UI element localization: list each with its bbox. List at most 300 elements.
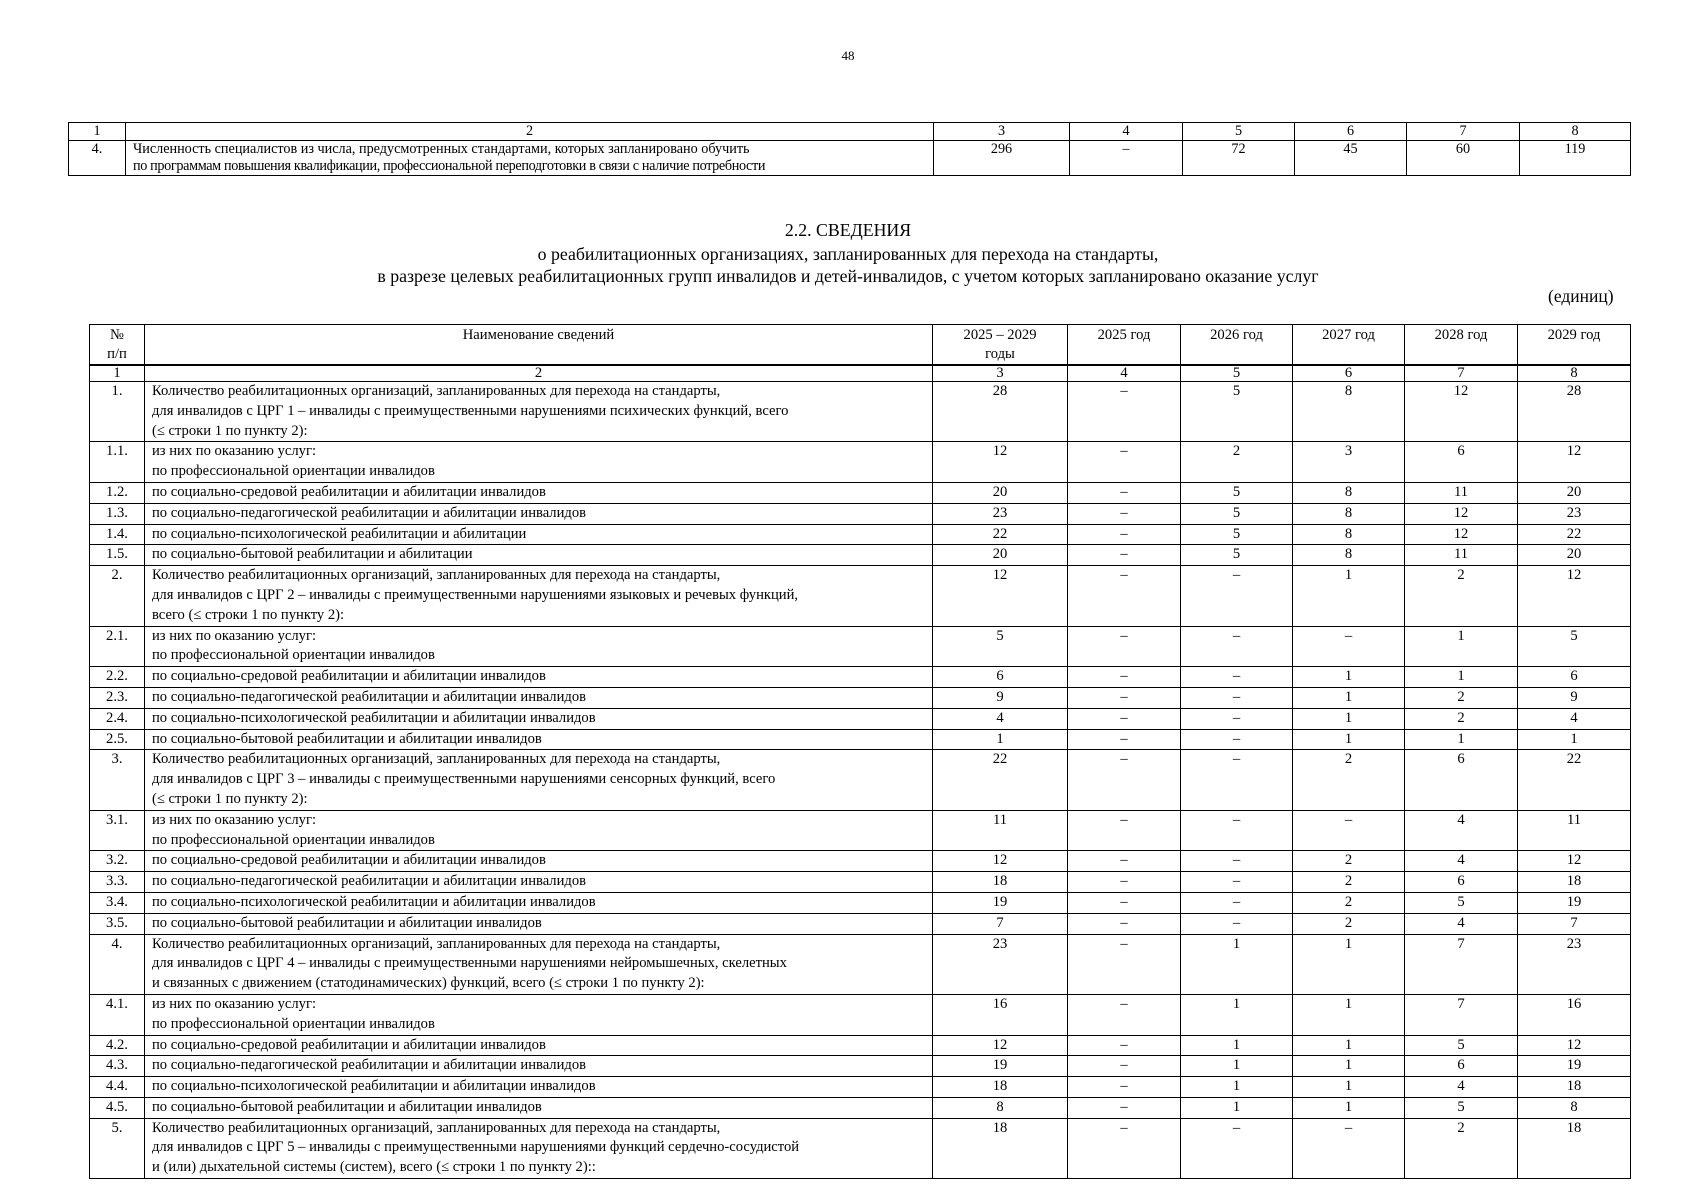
row-description-line: по социально-бытовой реабилитации и абилитации инвалидов xyxy=(152,1098,542,1115)
value-cell: – xyxy=(1070,140,1183,175)
row-description-line: из них по оказанию услуг: xyxy=(152,995,316,1012)
row-description-line: по профессиональной ориентации инвалидов xyxy=(152,831,435,848)
row-number: 4. xyxy=(90,934,145,994)
row-number: 4.2. xyxy=(90,1035,145,1056)
value-cell: 19 xyxy=(933,1056,1068,1077)
value-cell: 28 xyxy=(1518,382,1631,442)
header-num-line: п/п xyxy=(107,346,127,362)
value-cell: 12 xyxy=(1518,442,1631,483)
value-cell: 5 xyxy=(1405,1097,1518,1118)
value-cell: – xyxy=(1181,810,1293,851)
value-cell: 4 xyxy=(1405,810,1518,851)
row-number: 1.2. xyxy=(90,482,145,503)
col-number: 1 xyxy=(90,365,145,382)
row-number: 4.5. xyxy=(90,1097,145,1118)
value-cell: – xyxy=(1068,524,1181,545)
value-cell: 6 xyxy=(1405,872,1518,893)
row-description-line: всего (≤ строки 1 по пункту 2): xyxy=(152,606,345,623)
header-total xyxy=(933,325,1068,366)
value-cell: 2 xyxy=(1293,851,1405,872)
row-description xyxy=(145,750,933,810)
table-row xyxy=(90,503,1631,524)
value-cell: 18 xyxy=(1518,872,1631,893)
value-cell: – xyxy=(1293,810,1405,851)
value-cell: 1 xyxy=(1181,1077,1293,1098)
value-cell: 1 xyxy=(1293,1035,1405,1056)
row-description-line: для инвалидов с ЦРГ 4 – инвалиды с преимущественными нарушениями нейромышечных, скелетных xyxy=(152,955,787,972)
row-number: 2.4. xyxy=(90,708,145,729)
value-cell: 4 xyxy=(1405,913,1518,934)
table-row xyxy=(90,545,1631,566)
row-number: 2.3. xyxy=(90,687,145,708)
value-cell: – xyxy=(1068,503,1181,524)
value-cell: 12 xyxy=(1405,382,1518,442)
value-cell: 2 xyxy=(1405,687,1518,708)
value-cell: – xyxy=(1181,892,1293,913)
value-cell: 7 xyxy=(1405,994,1518,1035)
value-cell: 12 xyxy=(1518,1035,1631,1056)
row-description xyxy=(145,626,933,667)
row-number: 2.5. xyxy=(90,729,145,750)
table-row xyxy=(90,810,1631,851)
col-number: 8 xyxy=(1518,365,1631,382)
top-table xyxy=(68,122,1631,176)
value-cell: 20 xyxy=(933,545,1068,566)
value-cell: – xyxy=(1181,667,1293,688)
col-number: 7 xyxy=(1407,123,1520,141)
value-cell: – xyxy=(1068,687,1181,708)
value-cell: – xyxy=(1293,1118,1405,1178)
row-number: 1. xyxy=(90,382,145,442)
value-cell: – xyxy=(1068,566,1181,626)
row-description-line: по профессиональной ориентации инвалидов xyxy=(152,463,435,480)
value-cell: 4 xyxy=(1405,851,1518,872)
value-cell: 6 xyxy=(1518,667,1631,688)
value-cell: 23 xyxy=(933,503,1068,524)
value-cell: – xyxy=(1068,1077,1181,1098)
header-total-line: годы xyxy=(985,346,1015,362)
value-cell: – xyxy=(1181,913,1293,934)
value-cell: 4 xyxy=(1405,1077,1518,1098)
row-number: 2. xyxy=(90,566,145,626)
row-description-line: Численность специалистов из числа, предусмотренных стандартами, которых запланировано обучить xyxy=(133,140,750,157)
value-cell: 9 xyxy=(933,687,1068,708)
row-number: 1.3. xyxy=(90,503,145,524)
table-row xyxy=(90,750,1631,810)
value-cell: 2 xyxy=(1293,913,1405,934)
row-number: 1.1. xyxy=(90,442,145,483)
value-cell: 19 xyxy=(1518,1056,1631,1077)
value-cell: 7 xyxy=(933,913,1068,934)
value-cell: 1 xyxy=(1518,729,1631,750)
value-cell: 4 xyxy=(933,708,1068,729)
value-cell: 19 xyxy=(1518,892,1631,913)
value-cell: 6 xyxy=(933,667,1068,688)
row-description xyxy=(145,1056,933,1077)
value-cell: – xyxy=(1068,750,1181,810)
row-description xyxy=(145,851,933,872)
value-cell: – xyxy=(1068,1118,1181,1178)
table-row xyxy=(90,1035,1631,1056)
value-cell: 12 xyxy=(1405,503,1518,524)
col-number: 5 xyxy=(1183,123,1295,141)
row-description-line: по социально-психологической реабилитации и абилитации инвалидов xyxy=(152,1078,596,1095)
value-cell: 1 xyxy=(1293,1077,1405,1098)
value-cell: 1 xyxy=(1181,934,1293,994)
value-cell: 5 xyxy=(933,626,1068,667)
value-cell: 45 xyxy=(1295,140,1407,175)
value-cell: 2 xyxy=(1293,750,1405,810)
value-cell: 1 xyxy=(1405,729,1518,750)
value-cell: 18 xyxy=(1518,1077,1631,1098)
table-row xyxy=(90,626,1631,667)
table-row xyxy=(90,1056,1631,1077)
row-description-line: для инвалидов с ЦРГ 5 – инвалиды с преимущественными нарушениями функций сердечно-сосудистой xyxy=(152,1139,800,1156)
value-cell: 1 xyxy=(933,729,1068,750)
value-cell: 28 xyxy=(933,382,1068,442)
row-description xyxy=(145,1035,933,1056)
value-cell: 5 xyxy=(1181,482,1293,503)
header-num xyxy=(90,325,145,366)
table-row xyxy=(90,729,1631,750)
value-cell: – xyxy=(1068,994,1181,1035)
value-cell: 1 xyxy=(1293,708,1405,729)
table-row xyxy=(90,524,1631,545)
value-cell: 1 xyxy=(1293,687,1405,708)
row-description xyxy=(145,1077,933,1098)
row-number: 5. xyxy=(90,1118,145,1178)
row-number: 4.1. xyxy=(90,994,145,1035)
row-description xyxy=(145,934,933,994)
page-number: 48 xyxy=(841,48,855,63)
row-number: 3.5. xyxy=(90,913,145,934)
row-number: 3. xyxy=(90,750,145,810)
col-number: 5 xyxy=(1181,365,1293,382)
row-description-line: по социально-средовой реабилитации и абилитации инвалидов xyxy=(152,668,546,685)
table-row xyxy=(90,482,1631,503)
table-row xyxy=(90,667,1631,688)
header-year-2025: 2025 год xyxy=(1068,325,1181,366)
value-cell: 11 xyxy=(1405,545,1518,566)
row-description xyxy=(145,524,933,545)
row-description xyxy=(145,382,933,442)
header-year-2027: 2027 год xyxy=(1293,325,1405,366)
row-description-line: по социально-педагогической реабилитации и абилитации инвалидов xyxy=(152,873,587,890)
value-cell: 8 xyxy=(1518,1097,1631,1118)
table-row xyxy=(90,872,1631,893)
value-cell: 22 xyxy=(933,524,1068,545)
col-number: 6 xyxy=(1293,365,1405,382)
value-cell: 18 xyxy=(1518,1118,1631,1178)
value-cell: 12 xyxy=(933,851,1068,872)
table-row xyxy=(90,382,1631,442)
col-number: 2 xyxy=(126,123,934,141)
value-cell: 2 xyxy=(1405,566,1518,626)
row-description-line: для инвалидов с ЦРГ 1 – инвалиды с преимущественными нарушениями психических функций, всего xyxy=(152,402,789,419)
value-cell: 5 xyxy=(1181,545,1293,566)
row-description xyxy=(145,810,933,851)
row-description-line: из них по оказанию услуг: xyxy=(152,627,316,644)
value-cell: 16 xyxy=(933,994,1068,1035)
row-description xyxy=(145,482,933,503)
value-cell: 22 xyxy=(1518,750,1631,810)
row-description-line: по социально-средовой реабилитации и абилитации инвалидов xyxy=(152,1036,546,1053)
value-cell: 1 xyxy=(1293,1097,1405,1118)
table-row xyxy=(90,851,1631,872)
table-row xyxy=(90,708,1631,729)
value-cell: 2 xyxy=(1293,872,1405,893)
row-description-line: по социально-средовой реабилитации и абилитации инвалидов xyxy=(152,483,546,500)
value-cell: 5 xyxy=(1181,524,1293,545)
row-description-line: по программам повышения квалификации, профессиональной переподготовки в связи с наличие потребности xyxy=(133,157,766,174)
header-year-2028: 2028 год xyxy=(1405,325,1518,366)
value-cell: – xyxy=(1068,1035,1181,1056)
value-cell: – xyxy=(1181,1118,1293,1178)
value-cell: 11 xyxy=(1518,810,1631,851)
value-cell: 2 xyxy=(1293,892,1405,913)
value-cell: – xyxy=(1068,913,1181,934)
row-number: 4.4. xyxy=(90,1077,145,1098)
table-row xyxy=(90,1118,1631,1178)
value-cell: – xyxy=(1181,851,1293,872)
row-description-line: (≤ строки 1 по пункту 2): xyxy=(152,422,308,439)
value-cell: 3 xyxy=(1293,442,1405,483)
header-year-2026: 2026 год xyxy=(1181,325,1293,366)
value-cell: 5 xyxy=(1181,382,1293,442)
value-cell: 22 xyxy=(933,750,1068,810)
row-description xyxy=(145,913,933,934)
value-cell: 22 xyxy=(1518,524,1631,545)
row-description xyxy=(145,442,933,483)
value-cell: 18 xyxy=(933,1077,1068,1098)
value-cell: – xyxy=(1068,1097,1181,1118)
value-cell: – xyxy=(1068,482,1181,503)
row-description xyxy=(145,1097,933,1118)
value-cell: 11 xyxy=(933,810,1068,851)
value-cell: 72 xyxy=(1183,140,1295,175)
row-number: 2.2. xyxy=(90,667,145,688)
row-description-line: для инвалидов с ЦРГ 2 – инвалиды с преимущественными нарушениями языковых и речевых функций, xyxy=(152,586,799,603)
table-row xyxy=(90,1097,1631,1118)
value-cell: 2 xyxy=(1405,708,1518,729)
value-cell: – xyxy=(1068,851,1181,872)
col-number: 2 xyxy=(145,365,933,382)
row-number: 3.2. xyxy=(90,851,145,872)
value-cell: 12 xyxy=(933,442,1068,483)
value-cell: – xyxy=(1068,810,1181,851)
row-number: 4. xyxy=(69,140,126,175)
row-description xyxy=(145,667,933,688)
row-description-line: по профессиональной ориентации инвалидов xyxy=(152,647,435,664)
value-cell: 1 xyxy=(1181,1035,1293,1056)
row-description xyxy=(145,892,933,913)
value-cell: – xyxy=(1068,934,1181,994)
row-description-line: по социально-психологической реабилитации и абилитации инвалидов xyxy=(152,893,596,910)
value-cell: – xyxy=(1068,892,1181,913)
value-cell: 1 xyxy=(1181,1056,1293,1077)
value-cell: 11 xyxy=(1405,482,1518,503)
value-cell: 7 xyxy=(1405,934,1518,994)
value-cell: 6 xyxy=(1405,1056,1518,1077)
value-cell: 12 xyxy=(1405,524,1518,545)
value-cell: 6 xyxy=(1405,442,1518,483)
row-description-line: по социально-педагогической реабилитации и абилитации инвалидов xyxy=(152,504,587,521)
table-header-row xyxy=(90,325,1631,366)
top-col-numbers-row xyxy=(69,123,1631,141)
row-description-line: (≤ строки 1 по пункту 2): xyxy=(152,790,308,807)
col-number: 6 xyxy=(1295,123,1407,141)
col-number: 3 xyxy=(934,123,1070,141)
value-cell: 1 xyxy=(1293,934,1405,994)
row-description-line: и (или) дыхательной системы (систем), всего (≤ строки 1 по пункту 2):: xyxy=(152,1159,596,1176)
value-cell: – xyxy=(1181,566,1293,626)
row-description-line: по социально-бытовой реабилитации и абилитации инвалидов xyxy=(152,914,542,931)
row-number: 3.3. xyxy=(90,872,145,893)
row-description xyxy=(145,994,933,1035)
row-description xyxy=(145,729,933,750)
row-description-line: Количество реабилитационных организаций, запланированных для перехода на стандарты, xyxy=(152,751,721,768)
row-description-line: Количество реабилитационных организаций, запланированных для перехода на стандарты, xyxy=(152,935,721,952)
row-description-line: для инвалидов с ЦРГ 3 – инвалиды с преимущественными нарушениями сенсорных функций, всего xyxy=(152,771,776,788)
value-cell: 1 xyxy=(1293,729,1405,750)
row-number: 1.4. xyxy=(90,524,145,545)
value-cell: 19 xyxy=(933,892,1068,913)
value-cell: – xyxy=(1181,729,1293,750)
value-cell: 4 xyxy=(1518,708,1631,729)
table-row xyxy=(90,913,1631,934)
value-cell: 23 xyxy=(933,934,1068,994)
value-cell: 20 xyxy=(1518,545,1631,566)
value-cell: – xyxy=(1181,750,1293,810)
value-cell: 1 xyxy=(1405,667,1518,688)
value-cell: 8 xyxy=(1293,524,1405,545)
row-number: 1.5. xyxy=(90,545,145,566)
value-cell: 8 xyxy=(1293,382,1405,442)
value-cell: – xyxy=(1181,626,1293,667)
value-cell: 5 xyxy=(1405,892,1518,913)
value-cell: 1 xyxy=(1181,994,1293,1035)
value-cell: 119 xyxy=(1520,140,1631,175)
row-description-line: по профессиональной ориентации инвалидов xyxy=(152,1015,435,1032)
row-description xyxy=(145,708,933,729)
value-cell: – xyxy=(1068,667,1181,688)
table-row xyxy=(90,566,1631,626)
header-name: Наименование сведений xyxy=(145,325,933,366)
row-description-line: по социально-бытовой реабилитации и абилитации xyxy=(152,546,473,563)
row-description-line: и связанных с движением (статодинамических) функций, всего (≤ строки 1 по пункту 2): xyxy=(152,975,705,992)
value-cell: 12 xyxy=(1518,566,1631,626)
value-cell: 1 xyxy=(1293,667,1405,688)
row-description xyxy=(145,503,933,524)
col-number: 4 xyxy=(1068,365,1181,382)
value-cell: 23 xyxy=(1518,503,1631,524)
col-numbers-row xyxy=(90,365,1631,382)
row-description xyxy=(145,687,933,708)
col-number: 8 xyxy=(1520,123,1631,141)
value-cell: 2 xyxy=(1405,1118,1518,1178)
value-cell: – xyxy=(1068,708,1181,729)
value-cell: 5 xyxy=(1405,1035,1518,1056)
value-cell: 23 xyxy=(1518,934,1631,994)
value-cell: 12 xyxy=(933,1035,1068,1056)
value-cell: 20 xyxy=(1518,482,1631,503)
header-total-line: 2025 – 2029 xyxy=(963,327,1037,343)
table-row xyxy=(90,934,1631,994)
row-description-line: по социально-психологической реабилитации и абилитации инвалидов xyxy=(152,709,596,726)
value-cell: – xyxy=(1068,626,1181,667)
value-cell: 12 xyxy=(1518,851,1631,872)
value-cell: – xyxy=(1068,872,1181,893)
section-title: 2.2. СВЕДЕНИЯ xyxy=(784,220,912,240)
row-description-line: из них по оказанию услуг: xyxy=(152,443,316,460)
row-number: 3.4. xyxy=(90,892,145,913)
row-description-line: по социально-средовой реабилитации и абилитации инвалидов xyxy=(152,852,546,869)
value-cell: 5 xyxy=(1518,626,1631,667)
table-row xyxy=(90,687,1631,708)
value-cell: 1 xyxy=(1293,1056,1405,1077)
row-description xyxy=(126,140,934,175)
value-cell: – xyxy=(1068,729,1181,750)
section-subtitle: в разрезе целевых реабилитационных групп инвалидов и детей-инвалидов, с учетом которых запланировано оказание услуг xyxy=(377,266,1319,286)
col-number: 1 xyxy=(69,123,126,141)
table-row xyxy=(69,140,1631,175)
value-cell: 5 xyxy=(1181,503,1293,524)
value-cell: 20 xyxy=(933,482,1068,503)
value-cell: 8 xyxy=(1293,545,1405,566)
value-cell: – xyxy=(1181,708,1293,729)
main-table xyxy=(89,324,1631,1179)
value-cell: 1 xyxy=(1293,566,1405,626)
row-description-line: Количество реабилитационных организаций, запланированных для перехода на стандарты, xyxy=(152,383,721,399)
section-subtitle: о реабилитационных организациях, запланированных для перехода на стандарты, xyxy=(537,244,1159,264)
col-number: 7 xyxy=(1405,365,1518,382)
row-number: 2.1. xyxy=(90,626,145,667)
row-description xyxy=(145,872,933,893)
value-cell: 16 xyxy=(1518,994,1631,1035)
row-description-line: по социально-педагогической реабилитации и абилитации инвалидов xyxy=(152,688,587,705)
row-description xyxy=(145,566,933,626)
value-cell: 1 xyxy=(1181,1097,1293,1118)
value-cell: 60 xyxy=(1407,140,1520,175)
value-cell: 9 xyxy=(1518,687,1631,708)
row-description xyxy=(145,1118,933,1178)
value-cell: 8 xyxy=(1293,482,1405,503)
row-description-line: Количество реабилитационных организаций, запланированных для перехода на стандарты, xyxy=(152,567,721,584)
row-description-line: по социально-бытовой реабилитации и абилитации инвалидов xyxy=(152,730,542,747)
row-description xyxy=(145,545,933,566)
row-description-line: по социально-педагогической реабилитации и абилитации инвалидов xyxy=(152,1057,587,1074)
value-cell: 8 xyxy=(1293,503,1405,524)
value-cell: 7 xyxy=(1518,913,1631,934)
row-description-line: по социально-психологической реабилитации и абилитации xyxy=(152,525,527,542)
table-row xyxy=(90,442,1631,483)
row-description-line: из них по оказанию услуг: xyxy=(152,811,316,828)
value-cell: – xyxy=(1068,382,1181,442)
value-cell: 2 xyxy=(1181,442,1293,483)
value-cell: 296 xyxy=(934,140,1070,175)
row-number: 4.3. xyxy=(90,1056,145,1077)
row-description-line: Количество реабилитационных организаций, запланированных для перехода на стандарты, xyxy=(152,1119,721,1136)
table-row xyxy=(90,994,1631,1035)
value-cell: – xyxy=(1068,1056,1181,1077)
value-cell: – xyxy=(1293,626,1405,667)
value-cell: 18 xyxy=(933,1118,1068,1178)
value-cell: 6 xyxy=(1405,750,1518,810)
col-number: 3 xyxy=(933,365,1068,382)
row-number: 3.1. xyxy=(90,810,145,851)
value-cell: 12 xyxy=(933,566,1068,626)
value-cell: 1 xyxy=(1405,626,1518,667)
